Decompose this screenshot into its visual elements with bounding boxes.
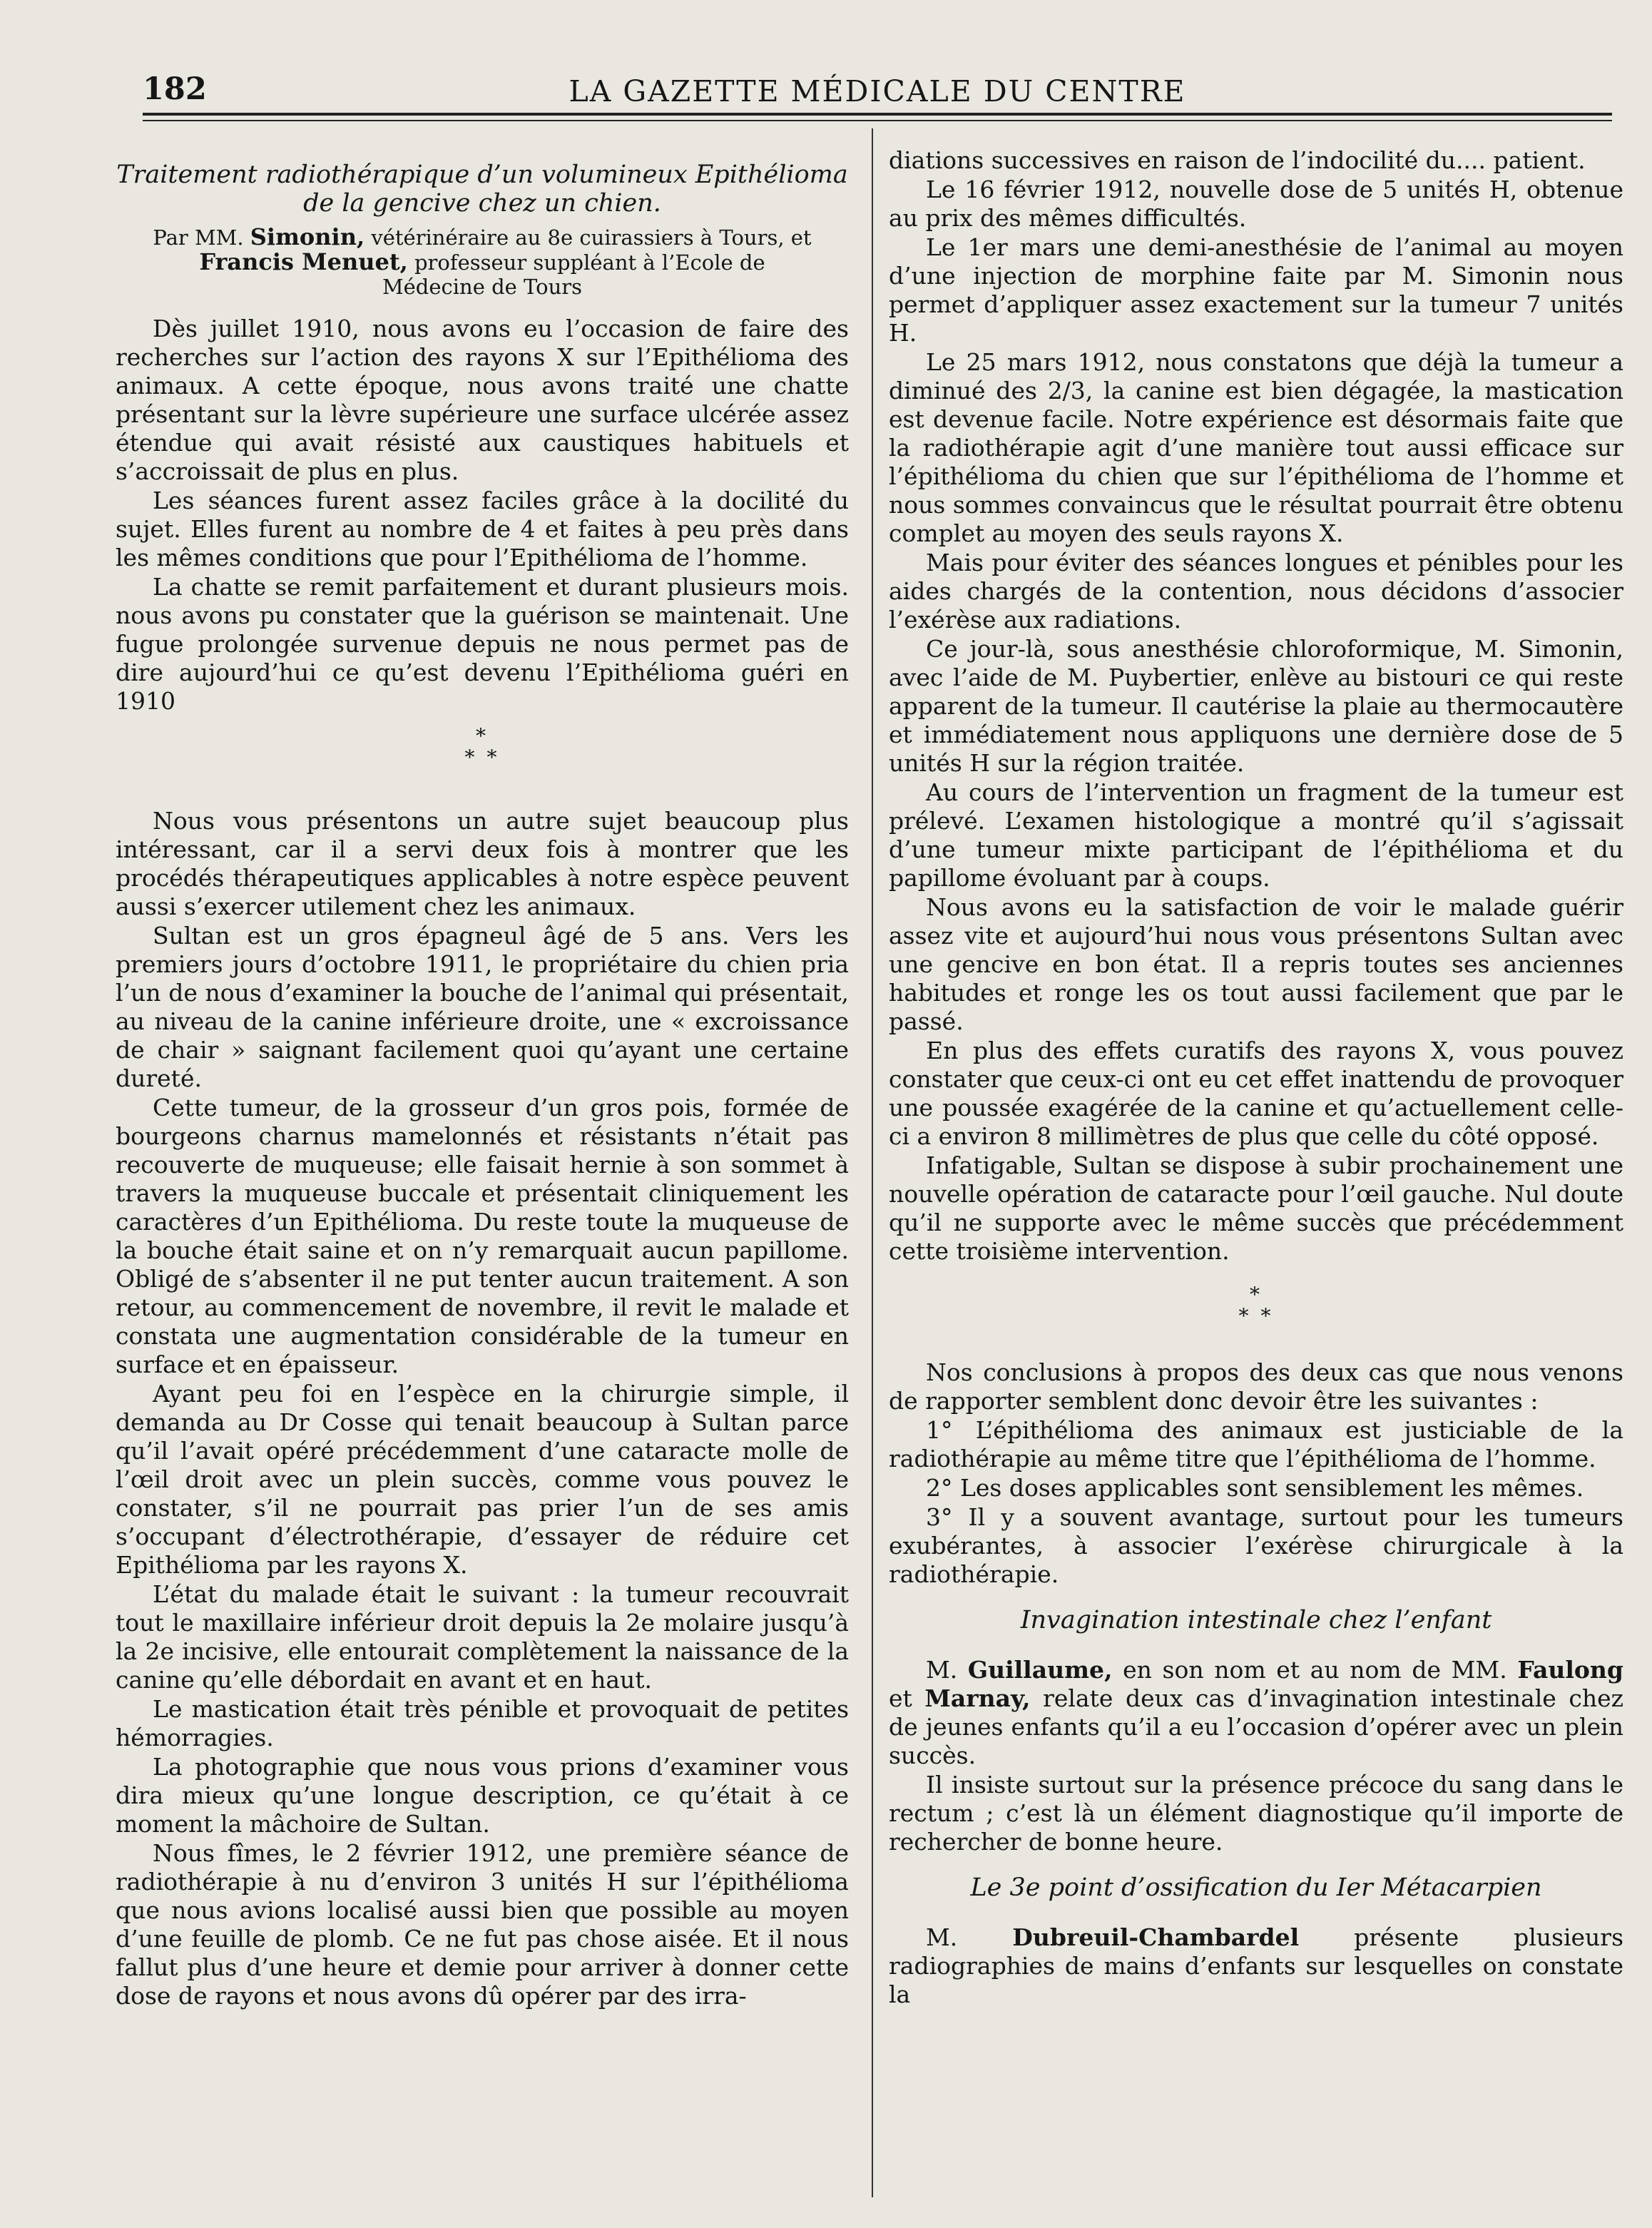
paragraph: Ayant peu foi en l’espèce en la chirurgie simple, il demanda au Dr Cosse qui tenait beaucoup à Sultan parce qu’il l’avait opéré précédemment d’une cataracte molle de l’œil droit avec un plein succès, comme vous pouvez le constater, s’il ne pourrait pas prier l’un de ses amis s’occupant d’électrothérapie, d’essayer de réduire cet Epithélioma par les rayons X. (116, 1380, 849, 1579)
running-header (143, 71, 1612, 114)
article-title (116, 161, 849, 218)
paragraph: Le 25 mars 1912, nous constatons que déjà la tumeur a diminué des 2/3, la canine est bien dégagée, la mastication est devenue facile. Notre expérience est désormais faite que la radiothérapie agit d’une manière tout aussi efficace sur l’épithélioma du chien que sur l’épithélioma de l’homme et nous sommes convaincus que le résultat pourrait être obtenu complet au moyen des seuls rayons X. (889, 348, 1623, 547)
article-title-line1: Traitement radiothérapique d’un volumineux Epithélioma (116, 161, 848, 189)
conclusions-intro: Nos conclusions à propos des deux cas que nous venons de rapporter semblent donc devoir être les suivantes : (889, 1358, 1623, 1415)
author-dubreuil-chambardel: Dubreuil-Chambardel (1012, 1923, 1300, 1951)
text: et (889, 1684, 912, 1712)
author1-role: vétérinéraire au 8e cuirassiers à Tours, et (371, 225, 812, 250)
running-title: LA GAZETTE MÉDICALE DU CENTRE (568, 74, 1186, 108)
paragraph (889, 1656, 1623, 1770)
author2-role-cont: Médecine de Tours (382, 275, 583, 299)
paragraph: Le mastication était très pénible et provoquait de petites hémorragies. (116, 1695, 849, 1751)
paragraph: Nous vous présentons un autre sujet beaucoup plus intéressant, car il a servi deux fois à montrer que les procédés thérapeutiques applicables à notre espèce peuvent aussi s’exercer utilement chez les animaux. (116, 807, 849, 920)
byline (116, 225, 849, 299)
paragraph: Ce jour-là, sous anesthésie chloroformique, M. Simonin, avec l’aide de M. Puybertier, enlève au bistouri ce qui reste apparent de la tumeur. Il cautérise la plaie au thermocautère et immédiatement nous appliquons une dernière dose de 5 unités H sur la région traitée. (889, 635, 1623, 777)
paragraph: Le 16 février 1912, nouvelle dose de 5 unités H, obtenue au prix des mêmes difficultés. (889, 176, 1623, 232)
text: relate deux cas d’invagination intestinale chez de jeunes enfants qu’il a eu l’occasion d’opérer avec un plein succès. (889, 1684, 1623, 1769)
section-title-invagination: Invagination intestinale chez l’enfant (1020, 1606, 1492, 1634)
right-column (889, 146, 1623, 2010)
paragraph-continued: diations successives en raison de l’indocilité du.... patient. (889, 146, 1586, 174)
paragraph: En plus des effets curatifs des rayons X, vous pouvez constater que ceux-ci ont eu cet effet inattendu de provoquer une poussée exagérée de la canine et qu’actuellement celle-ci a environ 8 millimètres de plus que celle du côté opposé. (889, 1037, 1623, 1150)
header-rule-thin (143, 120, 1612, 121)
column-divider (872, 128, 873, 2197)
separator-star: * (476, 724, 489, 748)
byline-par: Par MM. (153, 225, 244, 250)
paragraph: Dès juillet 1910, nous avons eu l’occasion de faire des recherches sur l’action des rayons X sur l’Epithélioma des animaux. A cette époque, nous avons traité une chatte présentant sur la lèvre supérieure une surface ulcérée assez étendue qui avait résisté aux caustiques habituels et s’accroissait de plus en plus. (116, 315, 849, 485)
paragraph: Sultan est un gros épagneul âgé de 5 ans. Vers les premiers jours d’octobre 1911, le propriétaire du chien pria l’un de nous d’examiner la bouche de l’animal qui présentait, au niveau de la canine inférieure droite, une « excroissance de chair » saignant facilement quoi qu’ayant une certaine dureté. (116, 922, 849, 1092)
paragraph: Infatigable, Sultan se dispose à subir prochainement une nouvelle opération de cataracte pour l’œil gauche. Nul doute qu’il ne supporte avec le même succès que précédemment cette troisième intervention. (889, 1151, 1623, 1265)
page-number: 182 (143, 71, 207, 107)
paragraph: Les séances furent assez faciles grâce à la docilité du sujet. Elles furent au nombre de 4 et faites à peu près dans les mêmes conditions que pour l’Epithélioma de l’homme. (116, 487, 849, 571)
paragraph: Mais pour éviter des séances longues et pénibles pour les aides chargés de la contention, nous décidons d’associer l’exérèse aux radiations. (889, 549, 1623, 634)
text: présente plusieurs radiographies de mains d’enfants sur lesquelles on constate la (889, 1923, 1624, 2008)
paragraph: La photographie que nous vous prions d’examiner vous dira mieux qu’une longue description, ce qu’était à ce moment la mâchoire de Sultan. (116, 1753, 849, 1838)
author-marnay: Marnay, (924, 1684, 1031, 1712)
paragraph: Au cours de l’intervention un fragment de la tumeur est prélevé. L’examen histologique a montré qu’il s’agissait d’une tumeur mixte participant de l’épithélioma et du papillome évoluant par à coups. (889, 778, 1623, 892)
separator-stars: * * (464, 746, 500, 769)
author-guillaume: Guillaume, (967, 1656, 1113, 1684)
separator-stars: * * (1238, 1304, 1274, 1328)
header-rule-thick (143, 113, 1612, 116)
section-separator (889, 1284, 1623, 1327)
author-simonin: Simonin, (250, 223, 365, 250)
text: en son nom et au nom de MM. (1123, 1656, 1507, 1684)
text: M. (926, 1923, 958, 1951)
article-title-line2: de la gencive chez un chien. (303, 189, 661, 218)
paragraph: Cette tumeur, de la grosseur d’un gros pois, formée de bourgeons charnus mamelonnés et résistants n’était pas recouverte de muqueuse; elle faisait hernie à son sommet à travers la muqueuse buccale et présentait cliniquement les caractères d’un Epithélioma. Du reste toute la muqueuse de la bouche était saine et on n’y remarquait aucun papillome. Obligé de s’absenter il ne put tenter aucun traitement. A son retour, au commencement de novembre, il revit le malade et constata une augmentation considérable de la tumeur en surface et en épaisseur. (116, 1094, 849, 1378)
paragraph: L’état du malade était le suivant : la tumeur recouvrait tout le maxillaire inférieur droit depuis la 2e molaire jusqu’à la 2e incisive, elle entourait complètement la naissance de la canine qu’elle débordait en avant et en haut. (116, 1580, 849, 1694)
paragraph: Il insiste surtout sur la présence précoce du sang dans le rectum ; c’est là un élément diagnostique qu’il importe de rechercher de bonne heure. (889, 1771, 1623, 1856)
author-menuet: Francis Menuet, (199, 248, 408, 275)
conclusion-item: 3° Il y a souvent avantage, surtout pour les tumeurs exubérantes, à associer l’exérèse chirurgicale à la radiothérapie. (889, 1503, 1623, 1588)
paragraph: Nous fîmes, le 2 février 1912, une première séance de radiothérapie à nu d’environ 3 unités H sur l’épithélioma que nous avions localisé aussi bien que possible au moyen d’une feuille de plomb. Ce ne fut pas chose aisée. Et il nous fallut plus d’une heure et demie pour arriver à donner cette dose de rayons et nous avons dû opérer par des irra- (116, 1839, 849, 2010)
paragraph: La chatte se remit parfaitement et durant plusieurs mois. nous avons pu constater que la guérison se maintenait. Une fugue prolongée survenue depuis ne nous permet pas de dire aujourd’hui ce qu’est devenu l’Epithélioma guéri en 1910 (116, 573, 849, 715)
section-separator (116, 726, 849, 768)
author2-role: professeur suppléant à l’Ecole de (414, 250, 765, 275)
paragraph (889, 1923, 1623, 2009)
conclusion-item: 2° Les doses applicables sont sensiblement les mêmes. (926, 1474, 1584, 1502)
section-title-metacarpien: Le 3e point d’ossification du Ier Métacarpien (970, 1873, 1542, 1902)
paragraph: Nous avons eu la satisfaction de voir le malade guérir assez vite et aujourd’hui nous vous présentons Sultan avec une gencive en bon état. Il a repris toutes ses anciennes habitudes et ronge les os tout aussi facilement que par le passé. (889, 893, 1623, 1035)
author-faulong: Faulong (1517, 1656, 1623, 1684)
paragraph: Le 1er mars une demi-anesthésie de l’animal au moyen d’une injection de morphine faite par M. Simonin nous permet d’appliquer assez exactement sur la tumeur 7 unités H. (889, 233, 1623, 347)
conclusion-item: 1° L’épithélioma des animaux est justiciable de la radiothérapie au même titre que l’épithélioma de l’homme. (889, 1416, 1623, 1472)
left-column (116, 146, 849, 2011)
text: M. (926, 1656, 958, 1684)
separator-star: * (1250, 1283, 1263, 1306)
